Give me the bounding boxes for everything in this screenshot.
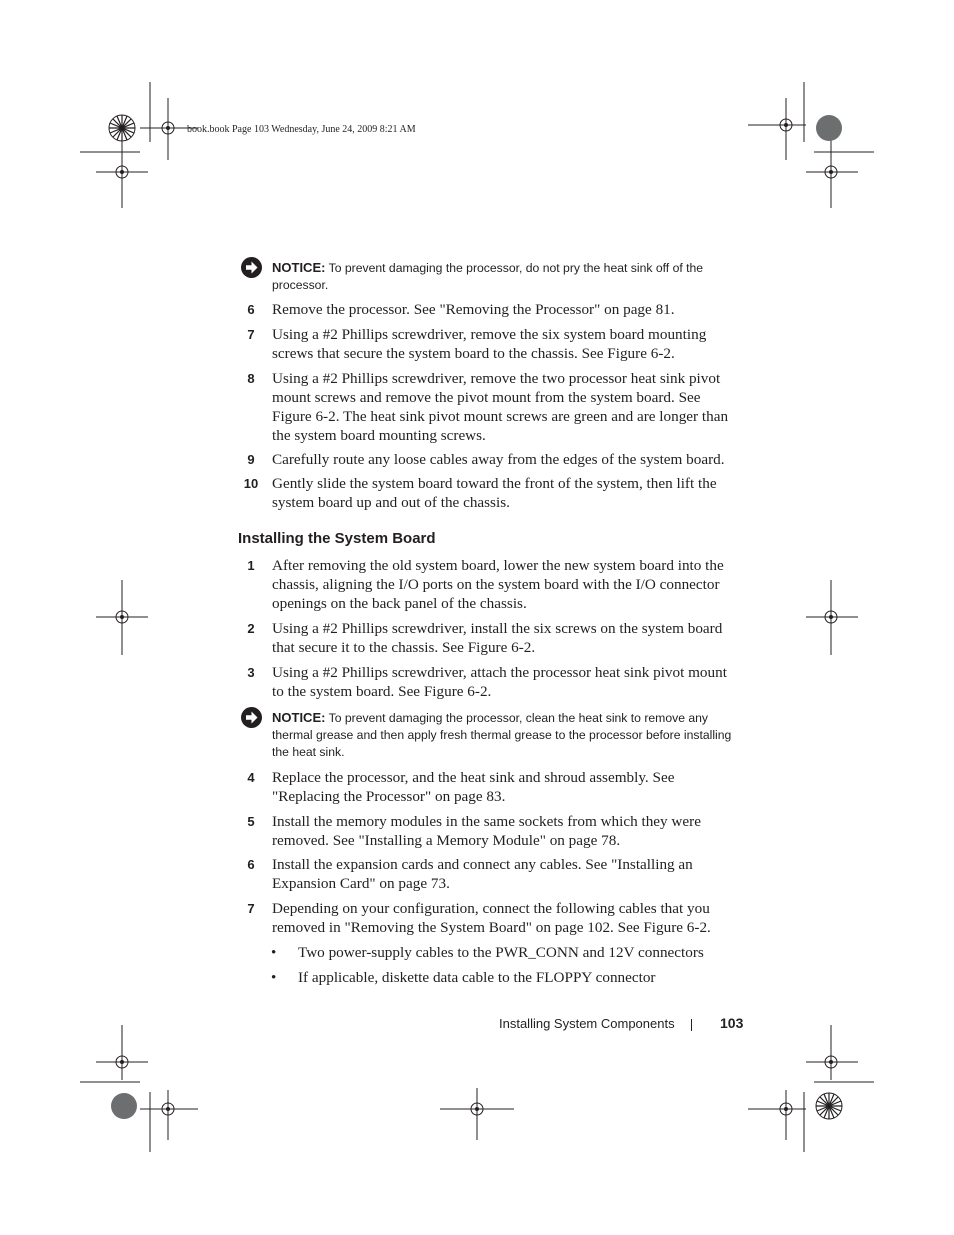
step-number: 7 (247, 327, 255, 342)
notice-text: To prevent damaging the processor, clean the heat sink to remove any thermal grease and then apply fresh thermal grease to the processor before installing the heat sink. (272, 711, 732, 759)
footer-separator (691, 1019, 692, 1031)
bullet-text: If applicable, diskette data cable to the FLOPPY connector (298, 969, 656, 986)
footer-section-title: Installing System Components (499, 1016, 675, 1031)
step-text: Using a #2 Phillips screwdriver, install the six screws on the system board that secure it to the chassis. See Figure 6-2. (272, 620, 723, 656)
notice-block (272, 709, 742, 761)
step-number: 10 (243, 476, 259, 491)
bullet-glyph: • (271, 969, 277, 986)
step-number: 6 (247, 857, 255, 872)
step-text: Using a #2 Phillips screwdriver, remove the six system board mounting screws that secure the system board to the chassis. See Figure 6-2. (272, 326, 707, 362)
step-text: Remove the processor. See "Removing the Processor" on page 81. (272, 301, 675, 318)
step-number: 9 (247, 452, 255, 467)
print-slug: book.book Page 103 Wednesday, June 24, 2009 8:21 AM (187, 124, 416, 135)
step-text: Gently slide the system board toward the front of the system, then lift the system board up and out of the chassis. (272, 475, 717, 511)
page-number: 103 (720, 1015, 744, 1031)
bullet-text: Two power-supply cables to the PWR_CONN and 12V connectors (298, 944, 704, 961)
step-text: Carefully route any loose cables away from the edges of the system board. (272, 451, 725, 468)
star-target-icon (816, 1093, 842, 1119)
section-heading: Installing the System Board (238, 530, 436, 547)
bullet-glyph: • (271, 944, 277, 961)
notice-text: To prevent damaging the processor, do not pry the heat sink off of the processor. (272, 261, 704, 292)
step-number: 8 (247, 371, 255, 386)
step-text: After removing the old system board, lower the new system board into the chassis, aligning the I/O ports on the system board with the I/O connector openings on the back panel of the chassis. (272, 557, 724, 612)
step-text: Install the expansion cards and connect any cables. See "Installing an Expansion Card" on page 73. (272, 856, 693, 892)
step-text: Using a #2 Phillips screwdriver, remove the two processor heat sink pivot mount screws and remove the pivot mount from the system board. See Figure 6-2. The heat sink pivot mount screws are green and are longer than the system board mounting screws. (272, 370, 729, 444)
step-number: 5 (247, 814, 255, 829)
notice-arrow-icon (241, 257, 262, 278)
gray-target-icon (816, 115, 842, 141)
step-number: 3 (247, 665, 255, 680)
step-number: 7 (247, 901, 255, 916)
step-text: Replace the processor, and the heat sink and shroud assembly. See "Replacing the Processor" on page 83. (272, 769, 675, 805)
step-number: 2 (247, 621, 255, 636)
step-text: Depending on your configuration, connect the following cables that you removed in "Removing the System Board" on page 102. See Figure 6-2. (272, 900, 711, 936)
step-number: 6 (247, 302, 255, 317)
notice-label: NOTICE: (272, 260, 326, 275)
step-number: 1 (247, 558, 255, 573)
step-text: Install the memory modules in the same sockets from which they were removed. See "Installing a Memory Module" on page 78. (272, 813, 701, 849)
gray-target-icon (111, 1093, 137, 1119)
notice-label: NOTICE: (272, 710, 326, 725)
star-target-icon (109, 115, 135, 141)
notice-arrow-icon (241, 707, 262, 728)
step-number: 4 (247, 770, 255, 785)
notice-block (272, 259, 742, 294)
step-text: Using a #2 Phillips screwdriver, attach the processor heat sink pivot mount to the system board. See Figure 6-2. (272, 664, 727, 700)
